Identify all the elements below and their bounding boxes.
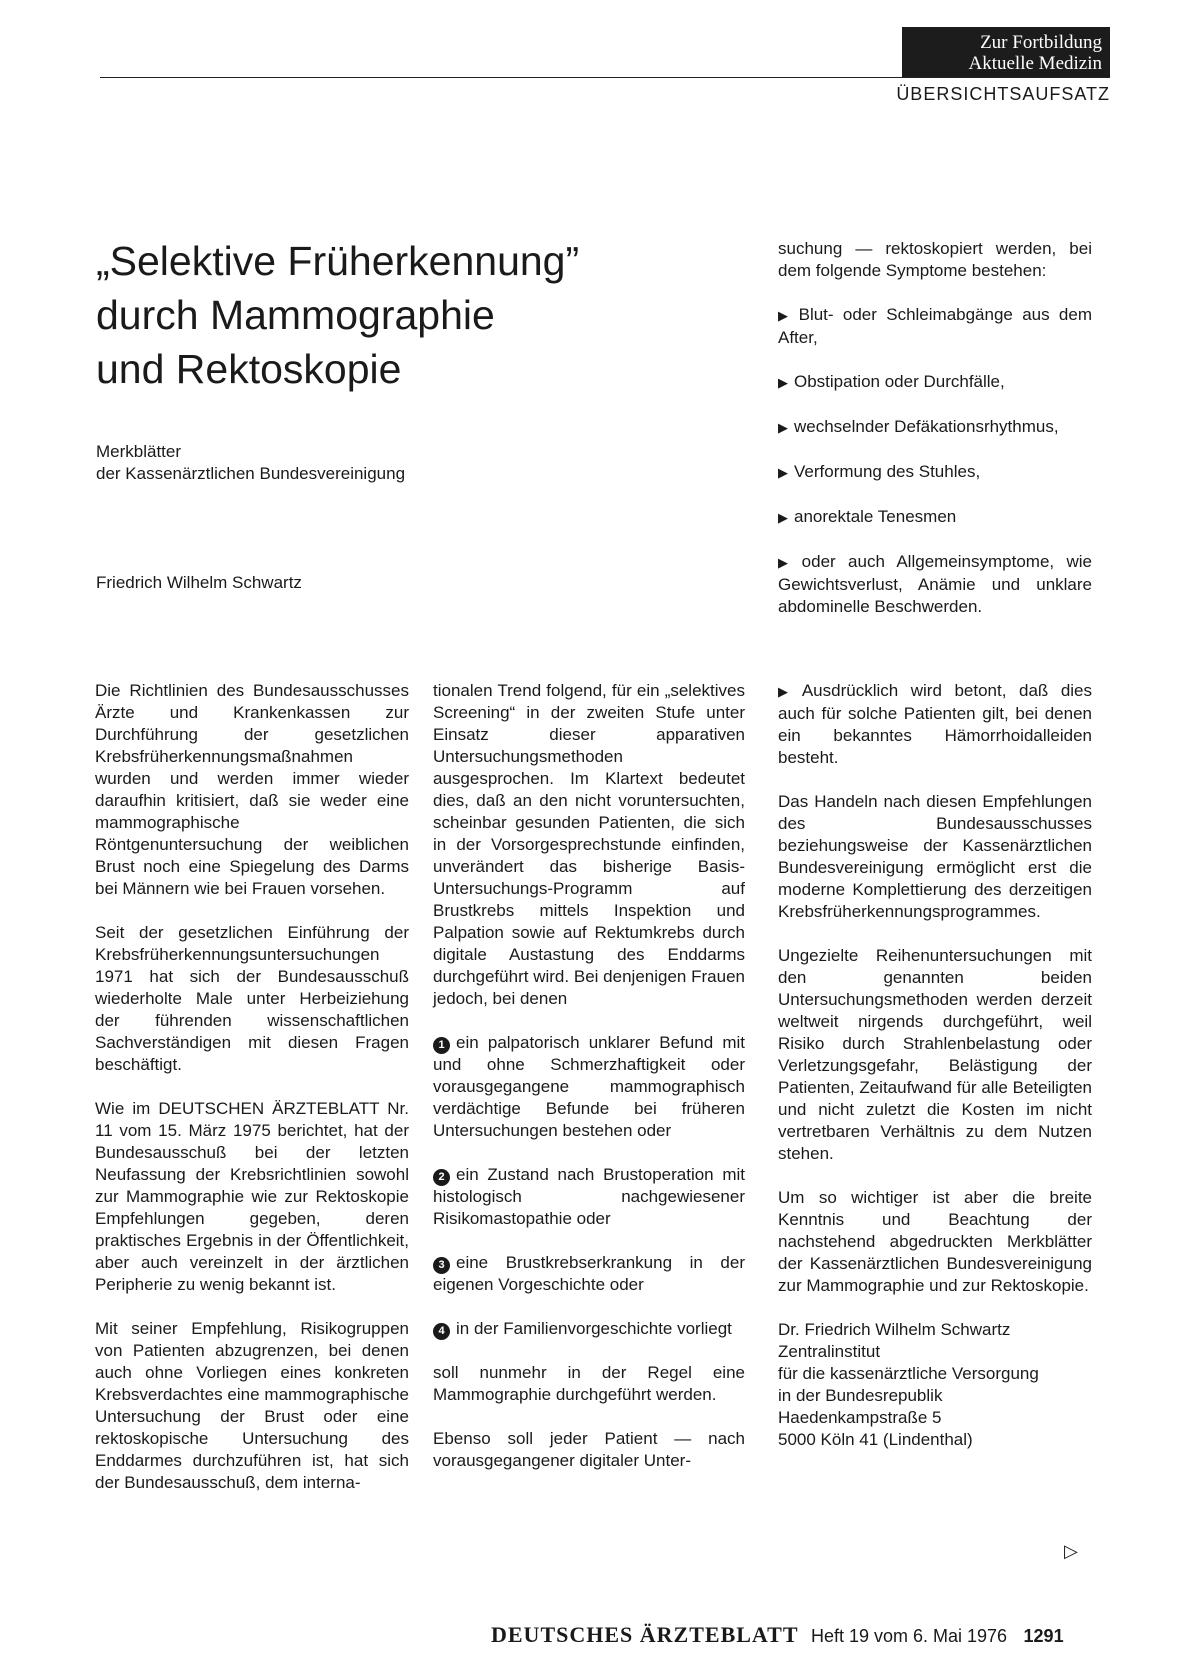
number-3-icon: 3	[433, 1257, 450, 1274]
body-column-1	[95, 680, 409, 1516]
address-line: Dr. Friedrich Wilhelm Schwartz	[778, 1320, 1011, 1339]
rektoskopie-intro: suchung — rektoskopiert werden, bei dem folgende Symptome bestehen:	[778, 239, 1092, 280]
address-line: für die kassenärztliche Versorgung	[778, 1364, 1039, 1383]
number-1-icon: 1	[433, 1037, 450, 1054]
paragraph: tionalen Trend folgend, für ein „selektives Screening“ in der zweiten Stufe unter Einsatz dieser apparativen Untersuchungsmethoden ausgesprochen. Im Klartext bedeutet dies, daß an den nicht voruntersuchten, scheinbar gesunden Patienten, die sich in der Vorsorgesprechstunde einfinden, unverändert das bisherige Basis-Untersuchungs-Programm auf Brustkrebs mittels Inspektion und Palpation sowie auf Rektumkrebs durch digitale Austastung des Enddarms durchgeführt wird. Bei denjenigen Frauen jedoch, bei denen	[433, 681, 745, 1008]
subtitle-line-1: Merkblätter	[96, 442, 182, 461]
paragraph: Seit der gesetzlichen Einführung der Krebsfrüherkennungsuntersuchungen 1971 hat sich der Bundesausschuß wiederholte Male unter Herbeiziehung der führenden wissenschaftlichen Sachverständigen mit diesen Fragen beschäftigt.	[95, 923, 409, 1074]
upper-right-column	[778, 238, 1092, 640]
paragraph: Die Richtlinien des Bundesausschusses Ärzte und Krankenkassen zur Durchführung der gesetzlichen Krebsfrüherkennungsmaßnahmen wurden und werden immer wieder daraufhin kritisiert, daß sie weder eine mammographische Röntgenuntersuchung der weiblichen Brust noch eine Spiegelung des Darms bei Männern wie bei Frauen vorsehen.	[95, 681, 409, 898]
paragraph: Ebenso soll jeder Patient — nach vorausgegangener digitaler Unter-	[433, 1429, 745, 1470]
title-line-3: und Rektoskopie	[96, 346, 402, 392]
criteria-text: ein Zustand nach Brustoperation mit histologisch nachgewiesener Risikomastopathie oder	[433, 1165, 745, 1228]
title-line-1: „Selektive Früherkennung”	[96, 238, 580, 284]
criteria-item	[433, 1032, 745, 1142]
symptom-text: Blut- oder Schleimabgänge aus dem After,	[778, 305, 1093, 347]
symptom-item	[778, 551, 1092, 618]
symptom-text: Obstipation oder Durchfälle,	[794, 372, 1005, 391]
symptom-item	[778, 304, 1092, 349]
criteria-text: ein palpatorisch unklarer Befund mit und ohne Schmerzhaftigkeit oder vorausgegangene mammographisch verdächtige Befunde bei früheren Untersuchungen bestehen oder	[433, 1033, 745, 1140]
header-rule	[100, 77, 1110, 78]
symptom-text: anorektale Tenesmen	[794, 507, 957, 526]
symptom-item	[778, 506, 1092, 529]
address-line: Haedenkampstraße 5	[778, 1408, 942, 1427]
criteria-item	[433, 1318, 745, 1340]
paragraph: soll nunmehr in der Regel eine Mammographie durchgeführt werden.	[433, 1363, 745, 1404]
continue-arrow-icon: ▷	[1064, 1541, 1078, 1561]
page-footer	[491, 1622, 1064, 1648]
paragraph: Um so wichtiger ist aber die breite Kenntnis und Beachtung der nachstehend abgedruckten Merkblätter der Kassenärztlichen Bundesvereinigung zur Mammographie und zur Rektoskopie.	[778, 1188, 1092, 1295]
issue-info: Heft 19 vom 6. Mai 1976	[810, 1626, 1008, 1646]
bullet-triangle-icon: ▶	[778, 465, 788, 480]
symptom-item	[778, 461, 1092, 484]
body-column-2	[433, 680, 745, 1494]
paragraph: Wie im DEUTSCHEN ÄRZTEBLATT Nr. 11 vom 15. März 1975 berichtet, hat der Bundesausschuß bei der letzten Neufassung der Krebsrichtlinien sowohl zur Mammographie wie zur Rektoskopie Empfehlungen gegeben, deren praktisches Ergebnis in der Öffentlichkeit, aber auch vereinzelt in der ärztlichen Peripherie zu wenig bekannt ist.	[95, 1099, 409, 1294]
symptom-text: oder auch Allgemeinsymptome, wie Gewichtsverlust, Anämie und unklare abdominelle Beschwerden.	[778, 552, 1092, 616]
article-title	[96, 234, 736, 396]
bullet-triangle-icon: ▶	[778, 555, 796, 570]
criteria-item	[433, 1164, 745, 1230]
section-badge-line-1: Zur Fortbildung	[980, 32, 1102, 53]
bullet-triangle-icon: ▶	[778, 308, 793, 323]
title-line-2: durch Mammographie	[96, 292, 495, 338]
subtitle-line-2: der Kassenärztlichen Bundesvereinigung	[96, 464, 406, 483]
number-4-icon: 4	[433, 1323, 450, 1340]
number-2-icon: 2	[433, 1169, 450, 1186]
address-line: 5000 Köln 41 (Lindenthal)	[778, 1430, 973, 1449]
paragraph: Das Handeln nach diesen Empfehlungen des Bundesausschusses beziehungsweise der Kassenärztlichen Bundesvereinigung ermöglicht erst die moderne Komplettierung des derzeitigen Krebsfrüherkennungsprogrammes.	[778, 792, 1092, 921]
bullet-triangle-icon: ▶	[778, 375, 788, 390]
bullet-triangle-icon: ▶	[778, 684, 796, 699]
paragraph: Mit seiner Empfehlung, Risikogruppen von Patienten abzugrenzen, bei denen auch ohne Vorliegen eines konkreten Krebsverdachtes eine mammographische Untersuchung der Brust oder eine rektoskopische Untersuchung des Enddarmes durchzuführen ist, hat sich der Bundesausschuß, dem interna-	[95, 1319, 409, 1492]
section-badge	[902, 27, 1110, 77]
article-category: ÜBERSICHTSAUFSATZ	[896, 84, 1110, 104]
paragraph: Ungezielte Reihenuntersuchungen mit den genannten beiden Untersuchungsmethoden werden derzeit weltweit nirgends durchgeführt, weil Risiko durch Strahlenbelastung oder Verletzungsgefahr, Belästigung der Patienten, Zeitaufwand für alle Beteiligten und nicht zuletzt die Kosten im nicht vertretbaren Verhältnis zu dem Nutzen stehen.	[778, 946, 1092, 1163]
bullet-triangle-icon: ▶	[778, 510, 788, 525]
symptom-text: Verformung des Stuhles,	[794, 462, 981, 481]
section-badge-line-2: Aktuelle Medizin	[968, 53, 1102, 74]
author-address	[778, 1319, 1092, 1451]
paragraph-text: Ausdrücklich wird betont, daß dies auch für solche Patienten gilt, bei denen ein bekanntes Hämorrhoidalleiden besteht.	[778, 681, 1093, 767]
body-column-3	[778, 680, 1092, 1451]
paragraph	[778, 680, 1092, 769]
bullet-triangle-icon: ▶	[778, 420, 788, 435]
article-author: Friedrich Wilhelm Schwartz	[96, 573, 302, 592]
page-number: 1291	[1023, 1626, 1064, 1646]
criteria-text: in der Familienvorgeschichte vorliegt	[456, 1319, 732, 1338]
journal-name: DEUTSCHES ÄRZTEBLATT	[491, 1622, 799, 1647]
address-line: in der Bundesrepublik	[778, 1386, 943, 1405]
criteria-item	[433, 1252, 745, 1296]
address-line: Zentralinstitut	[778, 1342, 881, 1361]
criteria-text: eine Brustkrebserkrankung in der eigenen Vorgeschichte oder	[433, 1253, 745, 1294]
symptom-text: wechselnder Defäkationsrhythmus,	[794, 417, 1059, 436]
symptom-item	[778, 416, 1092, 439]
symptom-item	[778, 371, 1092, 394]
article-subtitle	[96, 441, 405, 485]
